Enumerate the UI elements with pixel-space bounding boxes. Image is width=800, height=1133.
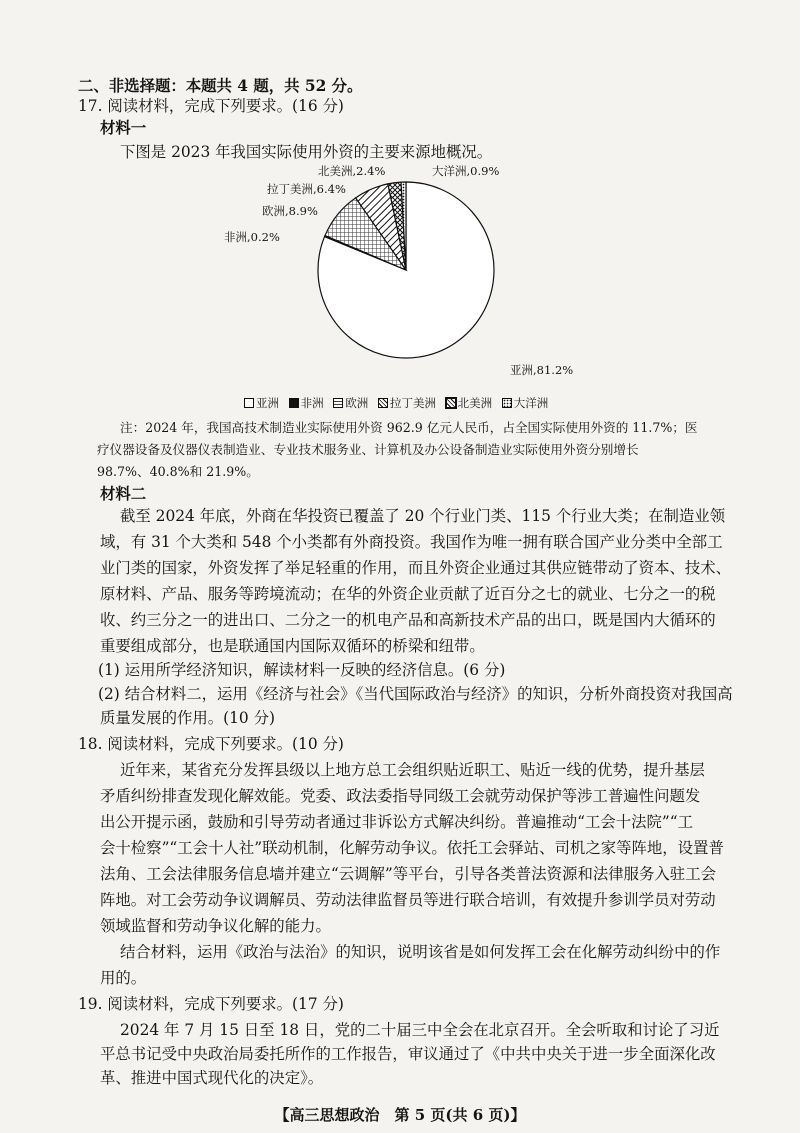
material2-line-4: 原材料、产品、服务等跨境流动；在华的外资企业贡献了近百分之七的就业、七分之一的税	[100, 585, 716, 603]
pie-label-oceania: 大洋洲,0.9%	[432, 164, 500, 178]
q18-prompt: 18. 阅读材料，完成下列要求。(10 分)	[78, 735, 344, 753]
q18-line-3: 出公开提示函，鼓励和引导劳动者通过非诉讼方式解决纠纷。普遍推动“工会十法院”“工	[100, 813, 694, 831]
q18-line-1: 近年来，某省充分发挥县级以上地方总工会组织贴近职工、贴近一线的优势，提升基层	[120, 761, 705, 779]
material2-line-2: 域，有 31 个大类和 548 个小类都有外商投资。我国作为唯一拥有联合国产业分类中全部工	[100, 533, 723, 551]
q18-line-5: 法角、工会法律服务信息墙并建立“云调解”等平台，引导各类普法资源和法律服务入驻工会	[100, 865, 716, 883]
material2-line-3: 业门类的国家，外资发挥了举足轻重的作用，而且外资企业通过其供应链带动了资本、技术、	[100, 559, 732, 577]
q19-line-3: 革、推进中国式现代化的决定》。	[100, 1069, 324, 1087]
pie-label-europe: 欧洲,8.9%	[262, 204, 318, 218]
pie-label-north-america: 北美洲,2.4%	[318, 164, 386, 178]
q17-task-2-line-2: 质量发展的作用。(10 分)	[100, 709, 276, 727]
section-header: 二、非选择题：本题共 4 题，共 52 分。	[78, 77, 363, 95]
page-footer: 【高三思想政治 第 5 页(共 6 页)】	[274, 1106, 526, 1124]
pie-label-asia: 亚洲,81.2%	[510, 363, 574, 377]
q19-prompt: 19. 阅读材料，完成下列要求。(17 分)	[78, 995, 344, 1013]
material2-line-6: 重要组成部分，也是联通国内国际双循环的桥梁和纽带。	[100, 637, 485, 655]
legend-item-africa: 非洲	[289, 395, 324, 411]
chart-intro: 下图是 2023 年我国实际使用外资的主要来源地概况。	[120, 143, 493, 161]
q17-task-1: (1) 运用所学经济知识，解读材料一反映的经济信息。(6 分)	[98, 661, 506, 679]
legend-item-north-america: 北美洲	[446, 395, 493, 411]
pie-label-latin-america: 拉丁美洲,6.4%	[267, 182, 346, 196]
q17-material2-title: 材料二	[100, 485, 147, 503]
note-line-1: 注：2024 年，我国高技术制造业实际使用外资 962.9 亿元人民币，占全国实际使用外资的 11.7%；医	[120, 420, 698, 435]
q19-line-2: 平总书记受中央政治局委托所作的工作报告，审议通过了《中共中央关于进一步全面深化改	[100, 1045, 716, 1063]
pie-label-africa: 非洲,0.2%	[224, 230, 280, 244]
q17-prompt: 17. 阅读材料，完成下列要求。(16 分)	[78, 97, 344, 115]
q18-line-6: 阵地。对工会劳动争议调解员、劳动法律监督员等进行联合培训，有效提升参训学员对劳动	[100, 891, 716, 909]
q18-task-line-2: 用的。	[100, 969, 147, 987]
material2-line-1: 截至 2024 年底，外商在华投资已覆盖了 20 个行业门类、115 个行业大类；在制造业领	[120, 507, 726, 525]
legend-item-oceania: 大洋洲	[502, 395, 549, 411]
q17-material1-title: 材料一	[100, 119, 147, 137]
note-line-3: 98.7%、40.8%和 21.9%。	[97, 464, 259, 479]
legend-item-asia: 亚洲	[244, 395, 279, 411]
q18-line-4: 会十检察”“工会十人社”联动机制，化解劳动争议。依托工会驿站、司机之家等阵地，设置普	[100, 839, 724, 857]
legend-item-latin-america: 拉丁美洲	[378, 395, 436, 411]
q18-task-line-1: 结合材料，运用《政治与法治》的知识，说明该省是如何发挥工会在化解劳动纠纷中的作	[120, 943, 721, 961]
q19-line-1: 2024 年 7 月 15 日至 18 日，党的二十届三中全会在北京召开。全会听取和讨论了习近	[120, 1021, 720, 1039]
q17-task-2-line-1: (2) 结合材料二，运用《经济与社会》《当代国际政治与经济》的知识，分析外商投资对我国高	[98, 685, 733, 703]
material2-line-5: 收、约三分之一的进出口、二分之一的机电产品和高新技术产品的出口，既是国内大循环的	[100, 611, 716, 629]
legend-item-europe: 欧洲	[333, 395, 368, 411]
q18-line-7: 领域监督和劳动争议化解的能力。	[100, 917, 331, 935]
q18-line-2: 矛盾纠纷排查发现化解效能。党委、政法委指导同级工会就劳动保护等涉工普遍性问题发	[100, 787, 701, 805]
pie-legend	[244, 395, 554, 411]
pie-chart	[0, 0, 800, 420]
note-line-2: 疗仪器设备及仪器仪表制造业、专业技术服务业、计算机及办公设备制造业实际使用外资分别增长	[97, 442, 639, 457]
